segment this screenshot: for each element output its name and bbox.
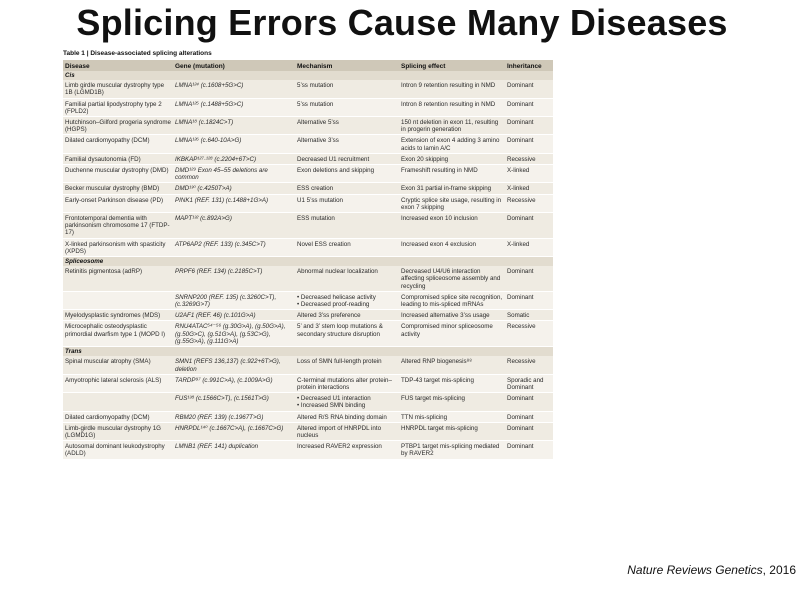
cell-mechanism: U1 5’ss mutation xyxy=(295,194,399,212)
table-row xyxy=(63,411,553,422)
slide-title: Splicing Errors Cause Many Diseases xyxy=(76,2,728,43)
cell-mechanism: ESS mutation xyxy=(295,213,399,239)
table-caption-title: Disease-associated splicing alterations xyxy=(88,50,212,57)
cell-inheritance: Dominant xyxy=(505,291,553,309)
cell-disease: Dilated cardiomyopathy (DCM) xyxy=(63,135,173,153)
cell-disease: Spinal muscular atrophy (SMA) xyxy=(63,356,173,374)
cell-mechanism: Loss of SMN full-length protein xyxy=(295,356,399,374)
section-row xyxy=(63,347,553,357)
cell-disease: Familial dysautonomia (FD) xyxy=(63,153,173,164)
section-label: Trans xyxy=(63,347,553,357)
cell-mechanism: ESS creation xyxy=(295,183,399,194)
cell-gene: IKBKAP¹²⁷·¹²⁸ (c.2204+6T>C) xyxy=(173,153,295,164)
cell-gene: SMN1 (REFS 136,137) (c.922+6T>G), deletion xyxy=(173,356,295,374)
table-row xyxy=(63,374,553,392)
cell-mechanism: • Decreased helicase activity • Decreased proof-reading xyxy=(295,291,399,309)
cell-inheritance: X-linked xyxy=(505,183,553,194)
cell-mechanism: Increased RAVER2 expression xyxy=(295,441,399,459)
disease-splicing-table xyxy=(63,49,553,460)
cell-splicing-effect: Decreased U4/U6 interaction affecting spliceosome assembly and recycling xyxy=(399,266,505,291)
cell-disease: Frontotemporal dementia with parkinsonism chromosome 17 (FTDP-17) xyxy=(63,213,173,239)
section-label: Spliceosome xyxy=(63,257,553,267)
cell-mechanism: 5’ss mutation xyxy=(295,80,399,98)
cell-inheritance: Dominant xyxy=(505,80,553,98)
cell-splicing-effect: Intron 9 retention resulting in NMD xyxy=(399,80,505,98)
cell-inheritance: Dominant xyxy=(505,422,553,440)
citation-year: , 2016 xyxy=(762,563,796,577)
cell-disease: X-linked parkinsonism with spasticity (XPDS) xyxy=(63,238,173,256)
cell-mechanism: Abnormal nuclear localization xyxy=(295,266,399,291)
cell-gene: DMD¹²⁹ Exon 45–55 deletions are common xyxy=(173,165,295,183)
cell-disease xyxy=(63,291,173,309)
cell-disease xyxy=(63,393,173,411)
cell-splicing-effect: Increased exon 10 inclusion xyxy=(399,213,505,239)
cell-inheritance: Dominant xyxy=(505,135,553,153)
table-row xyxy=(63,80,553,98)
cell-gene: U2AF1 (REF. 46) (c.101G>A) xyxy=(173,310,295,321)
cell-inheritance: Recessive xyxy=(505,194,553,212)
cell-splicing-effect: FUS target mis-splicing xyxy=(399,393,505,411)
cell-inheritance: Recessive xyxy=(505,321,553,347)
cell-mechanism: 5’ss mutation xyxy=(295,98,399,116)
cell-gene: FUS¹³⁸ (c.1566C>T), (c.1561T>G) xyxy=(173,393,295,411)
cell-splicing-effect: PTBP1 target mis-splicing mediated by RAVER2 xyxy=(399,441,505,459)
table-caption xyxy=(63,49,553,60)
cell-inheritance: Dominant xyxy=(505,441,553,459)
cell-splicing-effect: HNRPDL target mis-splicing xyxy=(399,422,505,440)
cell-disease: Early-onset Parkinson disease (PD) xyxy=(63,194,173,212)
cell-splicing-effect: 150 nt deletion in exon 11, resulting in progerin generation xyxy=(399,117,505,135)
cell-mechanism: Altered import of HNRPDL into nucleus xyxy=(295,422,399,440)
header-gene: Gene (mutation) xyxy=(173,60,295,71)
cell-inheritance: Dominant xyxy=(505,393,553,411)
cell-mechanism: Alternative 5’ss xyxy=(295,117,399,135)
cell-splicing-effect: Altered RNP biogenesis⁸⁸ xyxy=(399,356,505,374)
cell-inheritance: Dominant xyxy=(505,411,553,422)
cell-inheritance: X-linked xyxy=(505,238,553,256)
cell-mechanism: Altered 3’ss preference xyxy=(295,310,399,321)
cell-mechanism: 5’ and 3’ stem loop mutations & secondary structure disruption xyxy=(295,321,399,347)
cell-mechanism: C-terminal mutations alter protein–protein interactions xyxy=(295,374,399,392)
cell-inheritance: Dominant xyxy=(505,266,553,291)
table-row xyxy=(63,422,553,440)
cell-inheritance: Somatic xyxy=(505,310,553,321)
table-row xyxy=(63,356,553,374)
table-row xyxy=(63,98,553,116)
cell-gene: ATP6AP2 (REF. 133) (c.345C>T) xyxy=(173,238,295,256)
cell-inheritance: Dominant xyxy=(505,117,553,135)
cell-disease: Limb-girdle muscular dystrophy 1G (LGMD1G) xyxy=(63,422,173,440)
cell-disease: Familial partial lipodystrophy type 2 (FPLD2) xyxy=(63,98,173,116)
cell-disease: Becker muscular dystrophy (BMD) xyxy=(63,183,173,194)
cell-splicing-effect: Frameshift resulting in NMD xyxy=(399,165,505,183)
cell-gene: LMNA¹²⁴ (c.1608+5G>C) xyxy=(173,80,295,98)
cell-gene: LMNA¹²⁶ (c.640-10A>G) xyxy=(173,135,295,153)
cell-disease: Amyotrophic lateral sclerosis (ALS) xyxy=(63,374,173,392)
cell-disease: Dilated cardiomyopathy (DCM) xyxy=(63,411,173,422)
table-row xyxy=(63,291,553,309)
cell-gene: LMNB1 (REF. 141) duplication xyxy=(173,441,295,459)
cell-inheritance: Sporadic and Dominant xyxy=(505,374,553,392)
cell-splicing-effect: TDP-43 target mis-splicing xyxy=(399,374,505,392)
table-row xyxy=(63,321,553,347)
table-row xyxy=(63,213,553,239)
table-row xyxy=(63,393,553,411)
section-row xyxy=(63,71,553,80)
cell-disease: Myelodysplastic syndromes (MDS) xyxy=(63,310,173,321)
cell-mechanism: Alternative 3’ss xyxy=(295,135,399,153)
cell-gene: HNRPDL¹⁴⁰ (c.1667C>A), (c.1667C>G) xyxy=(173,422,295,440)
table-row xyxy=(63,266,553,291)
cell-gene: LMNA¹⁸ (c.1824C>T) xyxy=(173,117,295,135)
cell-splicing-effect: Cryptic splice site usage, resulting in exon 7 skipping xyxy=(399,194,505,212)
cell-disease: Limb girdle muscular dystrophy type 1B (LGMD1B) xyxy=(63,80,173,98)
cell-splicing-effect: Exon 20 skipping xyxy=(399,153,505,164)
table-row xyxy=(63,165,553,183)
header-disease: Disease xyxy=(63,60,173,71)
cell-gene: PRPF6 (REF. 134) (c.2185C>T) xyxy=(173,266,295,291)
cell-gene: TARDP⁹⁷ (c.991C>A), (c.1009A>G) xyxy=(173,374,295,392)
cell-splicing-effect: Compromised minor spliceosome activity xyxy=(399,321,505,347)
header-inheritance: Inheritance xyxy=(505,60,553,71)
cell-splicing-effect: Increased exon 4 exclusion xyxy=(399,238,505,256)
cell-gene: PINK1 (REF. 131) (c.1488+1G>A) xyxy=(173,194,295,212)
table-caption-label: Table 1 | xyxy=(63,50,89,57)
table-row xyxy=(63,117,553,135)
cell-mechanism: Altered R/S RNA binding domain xyxy=(295,411,399,422)
table-row xyxy=(63,194,553,212)
cell-mechanism: • Decreased U1 interaction • Increased SMN binding xyxy=(295,393,399,411)
table-row xyxy=(63,238,553,256)
header-mechanism: Mechanism xyxy=(295,60,399,71)
table-body xyxy=(63,71,553,459)
cell-gene: LMNA¹²⁵ (c.1488+5G>C) xyxy=(173,98,295,116)
cell-gene: SNRNP200 (REF. 135) (c.3260C>T), (c.3269G>T) xyxy=(173,291,295,309)
cell-mechanism: Exon deletions and skipping xyxy=(295,165,399,183)
cell-disease: Retinitis pigmentosa (adRP) xyxy=(63,266,173,291)
table-header-row xyxy=(63,60,553,71)
cell-disease: Microcephalic osteodysplastic primordial dwarfism type 1 (MOPD I) xyxy=(63,321,173,347)
cell-inheritance: Dominant xyxy=(505,213,553,239)
cell-inheritance: Recessive xyxy=(505,356,553,374)
cell-disease: Hutchinson–Gilford progeria syndrome (HGPS) xyxy=(63,117,173,135)
section-row xyxy=(63,257,553,267)
cell-gene: RBM20 (REF. 139) (c.1967T>G) xyxy=(173,411,295,422)
cell-mechanism: Decreased U1 recruitment xyxy=(295,153,399,164)
cell-disease: Autosomal dominant leukodystrophy (ADLD) xyxy=(63,441,173,459)
cell-splicing-effect: Extension of exon 4 adding 3 amino acids to lamin A/C xyxy=(399,135,505,153)
cell-splicing-effect: Compromised splice site recognition, leading to mis-spliced mRNAs xyxy=(399,291,505,309)
cell-splicing-effect: Intron 8 retention resulting in NMD xyxy=(399,98,505,116)
citation xyxy=(627,563,796,577)
cell-splicing-effect: TTN mis-splicing xyxy=(399,411,505,422)
table-row xyxy=(63,310,553,321)
cell-gene: MAPT¹³² (c.892A>G) xyxy=(173,213,295,239)
cell-inheritance: Dominant xyxy=(505,98,553,116)
cell-gene: DMD¹³⁰ (c.4250T>A) xyxy=(173,183,295,194)
cell-gene: RNU4ATAC⁵⁴⁻⁵⁶ (g.30G>A), (g.50G>A), (g.50G>C), (g.51G>A), (g.53C>G), (g.55G>A), (g.111G>A) xyxy=(173,321,295,347)
table-row xyxy=(63,135,553,153)
cell-inheritance: X-linked xyxy=(505,165,553,183)
cell-inheritance: Recessive xyxy=(505,153,553,164)
citation-journal: Nature Reviews Genetics xyxy=(627,563,763,577)
cell-splicing-effect: Increased alternative 3’ss usage xyxy=(399,310,505,321)
header-splicing-effect: Splicing effect xyxy=(399,60,505,71)
cell-disease: Duchenne muscular dystrophy (DMD) xyxy=(63,165,173,183)
table-row xyxy=(63,183,553,194)
table-row xyxy=(63,441,553,459)
section-label: Cis xyxy=(63,71,553,80)
cell-mechanism: Novel ESS creation xyxy=(295,238,399,256)
splicing-table xyxy=(63,60,553,460)
cell-splicing-effect: Exon 31 partial in-frame skipping xyxy=(399,183,505,194)
table-row xyxy=(63,153,553,164)
